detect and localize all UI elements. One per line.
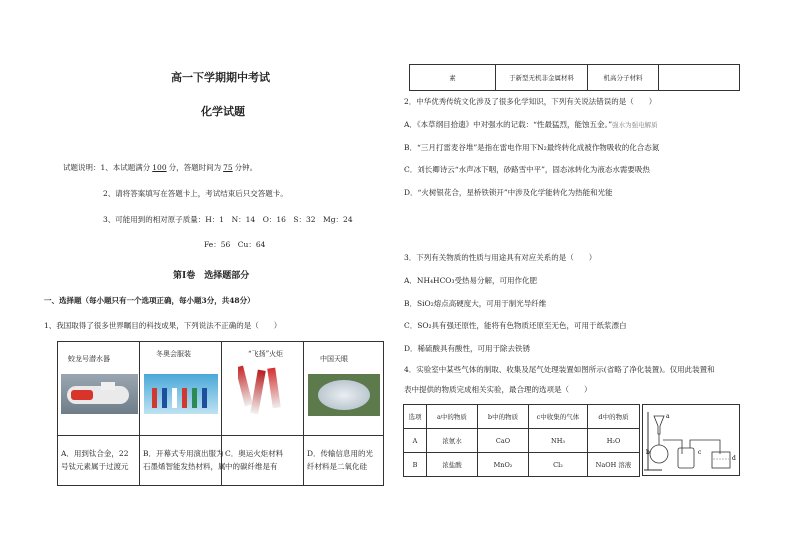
- top-cell-3: 机高分子材料: [588, 65, 659, 91]
- exam-minutes: 75: [223, 163, 233, 172]
- q3-option-a: A．NH₄HCO₃受热易分解，可用作化肥: [404, 276, 537, 285]
- telescope-image: [308, 374, 380, 416]
- top-cell-2: 于新型无机非金属材料: [496, 65, 588, 91]
- q3-stem: 3．下列有关物质的性质与用途具有对应关系的是（ ）: [404, 253, 597, 262]
- q1-header-1: 蛟龙号潜水器: [68, 355, 110, 363]
- torch-image: [238, 364, 288, 426]
- apparatus-label-a: a: [666, 413, 670, 420]
- q1-option-d: D．传输信息用的光 纤材料是二氧化硅: [307, 449, 374, 471]
- total-score: 100: [152, 163, 167, 172]
- q1-option-a: A．用到钛合金，22 号钛元素属于过渡元: [61, 449, 129, 471]
- q2-option-d: D．“火树银花合，星桥铁锁开”中涉及化学能转化为热能和光能: [404, 188, 613, 197]
- q1-stem: 1、我国取得了很多世界瞩目的科技成果，下列说法不正确的是（ ）: [44, 321, 282, 330]
- instruction-line-4: Fe：56 Cu：64: [204, 240, 266, 249]
- q4-row-a-d: H₂O: [588, 429, 640, 453]
- q4-row-a-a: 浓氨水: [427, 429, 478, 453]
- q1-header-2: 冬奥会服装: [156, 350, 191, 358]
- q3-option-c: C．SO₂具有强还原性，能将有色物质还原至无色，可用于纸浆漂白: [404, 321, 627, 330]
- uniform-image: [144, 374, 218, 414]
- q4-stem-line-2: 表中提供的物质完成相关实验，最合理的选项是（ ）: [404, 385, 592, 394]
- q1-table: [57, 341, 384, 486]
- q4-row-a-label: A: [404, 429, 427, 453]
- q2-option-c: C．刘长卿诗云“水声冰下咽，砂路雪中平”，固态冰转化为液态水需要吸热: [404, 165, 650, 174]
- section-subtitle: 一、选择题（每小题只有一个选项正确，每小题3分，共48分）: [44, 296, 255, 305]
- apparatus-label-c: c: [698, 449, 702, 456]
- exam-subject: 化学试题: [201, 105, 245, 118]
- q4-header-b: b中的物质: [478, 405, 529, 429]
- q1-option-c: C．奥运火炬材料 中的碳纤维是有: [225, 449, 284, 471]
- q3-option-d: D．稀硫酸具有酸性，可用于除去铁锈: [404, 344, 531, 353]
- section-title: 第Ⅰ卷 选择题部分: [173, 271, 250, 281]
- q4-table: [403, 404, 640, 477]
- q4-header-option: 选项: [404, 405, 427, 429]
- q4-header-c: c中收集的气体: [529, 405, 588, 429]
- apparatus-label-d: d: [732, 455, 736, 462]
- submarine-image: [61, 374, 138, 414]
- q4-row-b-label: B: [404, 453, 427, 477]
- q2-stem: 2．中华优秀传统文化涉及了很多化学知识，下列有关说法错误的是（ ）: [404, 97, 657, 106]
- q2-option-b: B．“三月打雷麦谷堆”是指在雷电作用下N₂最终转化成被作物吸收的化合态氮: [404, 143, 660, 152]
- apparatus-label-b: b: [646, 449, 650, 456]
- q4-header-a: a中的物质: [427, 405, 478, 429]
- q4-row-b-c: Cl₂: [529, 453, 588, 477]
- q4-row-a-c: NH₃: [529, 429, 588, 453]
- q1-header-3: “飞扬”火炬: [248, 350, 284, 358]
- instruction-line-3: 3、可能用到的相对原子质量：H：1 N：14 O：16 S：32 Mg：24: [103, 215, 353, 224]
- q3-option-b: B．SiO₂熔点高硬度大，可用于制光导纤维: [404, 299, 547, 308]
- q1-header-4: 中国天眼: [320, 355, 348, 363]
- q4-row-b-d: NaOH 溶液: [588, 453, 640, 477]
- q2-option-a: A．《本草纲目拾遗》中对强水的记载：“性最猛烈，能蚀五金。”强水为强电解质: [404, 120, 658, 129]
- top-carryover-table: [409, 64, 740, 91]
- q4-row-b-b: MnO₂: [478, 453, 529, 477]
- instruction-line-2: 2、请将答案填写在答题卡上，考试结束后只交答题卡。: [103, 189, 288, 198]
- q4-stem-line-1: 4．实验室中某些气体的制取、收集及尾气处理装置如图所示(省略了净化装置)。仅用此装置和: [404, 365, 715, 374]
- q1-option-b: B．开幕式专用演出服为 石墨烯智能发热材料，属: [143, 449, 226, 471]
- top-cell-4: [659, 65, 740, 91]
- q4-row-a-b: CaO: [478, 429, 529, 453]
- instruction-line-1: 试题说明：1、本试题满分 100 分，答题时间为 75 分钟。: [63, 163, 258, 172]
- exam-title: 高一下学期期中考试: [171, 71, 270, 84]
- q4-header-d: d中的物质: [588, 405, 640, 429]
- top-cell-1: 素: [410, 65, 496, 91]
- q4-row-b-a: 浓盐酸: [427, 453, 478, 477]
- gas-apparatus-diagram: [642, 404, 740, 476]
